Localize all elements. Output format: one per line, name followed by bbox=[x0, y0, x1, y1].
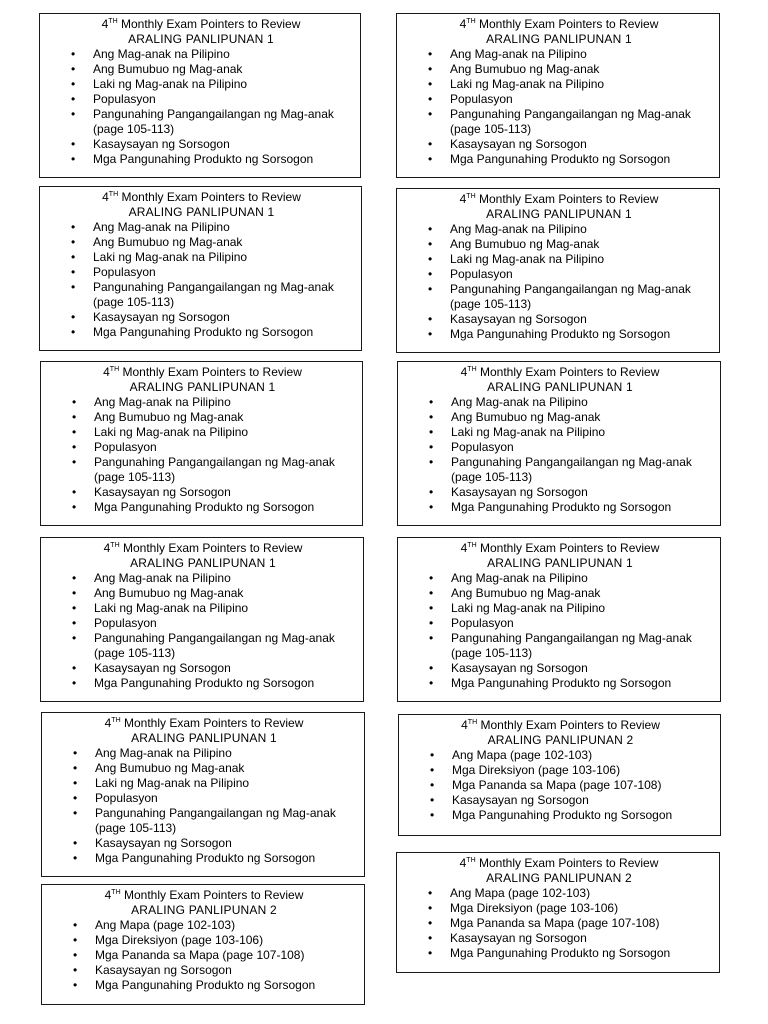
list-item: • Ang Mag-anak na Pilipino bbox=[71, 47, 230, 61]
review-card bbox=[398, 714, 721, 836]
list-item: • Ang Mapa (page 102-103) bbox=[73, 918, 236, 932]
card-title: 4TH Monthly Exam Pointers to Review bbox=[104, 888, 304, 902]
list-item: • Ang Mag-anak na Pilipino bbox=[72, 395, 231, 409]
card-title: 4TH Monthly Exam Pointers to Review bbox=[101, 17, 301, 31]
bullet-icon: • bbox=[429, 395, 434, 409]
bullet-icon: • bbox=[430, 748, 435, 762]
list-item: • Kasaysayan ng Sorsogon bbox=[428, 931, 587, 945]
bullet-icon: • bbox=[72, 500, 77, 514]
list-item: • Pangunahing Pangangailangan ng Mag-anak (page 105-113) bbox=[428, 282, 691, 311]
pointer-list bbox=[405, 886, 713, 961]
list-item: • Mga Pangunahing Produkto ng Sorsogon bbox=[72, 676, 315, 690]
list-item: • Populasyon bbox=[428, 267, 513, 281]
bullet-icon: • bbox=[72, 571, 77, 585]
card-title: 4TH Monthly Exam Pointers to Review bbox=[459, 856, 659, 870]
bullet-icon: • bbox=[71, 250, 76, 264]
card-subject: ARALING PANLIPUNAN 1 bbox=[129, 380, 276, 394]
list-item: • Pangunahing Pangangailangan ng Mag-anak (page 105-113) bbox=[429, 631, 692, 660]
bullet-icon: • bbox=[72, 601, 77, 615]
bullet-icon: • bbox=[429, 676, 434, 690]
bullet-icon: • bbox=[72, 631, 77, 645]
list-item: • Mga Pananda sa Mapa (page 107-108) bbox=[73, 948, 305, 962]
bullet-icon: • bbox=[428, 886, 433, 900]
bullet-icon: • bbox=[73, 918, 78, 932]
bullet-icon: • bbox=[428, 137, 433, 151]
bullet-icon: • bbox=[429, 440, 434, 454]
list-item: • Ang Bumubuo ng Mag-anak bbox=[429, 586, 601, 600]
card-title: 4TH Monthly Exam Pointers to Review bbox=[459, 17, 659, 31]
list-item: • Laki ng Mag-anak na Pilipino bbox=[73, 776, 250, 790]
bullet-icon: • bbox=[430, 763, 435, 777]
bullet-icon: • bbox=[71, 77, 76, 91]
list-item: • Ang Mag-anak na Pilipino bbox=[428, 222, 587, 236]
bullet-icon: • bbox=[429, 616, 434, 630]
card-title: 4TH Monthly Exam Pointers to Review bbox=[104, 716, 304, 730]
bullet-icon: • bbox=[429, 586, 434, 600]
review-card bbox=[396, 188, 720, 353]
list-item: • Mga Pananda sa Mapa (page 107-108) bbox=[428, 916, 660, 930]
bullet-icon: • bbox=[428, 62, 433, 76]
bullet-icon: • bbox=[71, 47, 76, 61]
list-item: • Laki ng Mag-anak na Pilipino bbox=[72, 425, 249, 439]
bullet-icon: • bbox=[71, 310, 76, 324]
pointer-list bbox=[50, 746, 358, 866]
list-item: • Pangunahing Pangangailangan ng Mag-anak (page 105-113) bbox=[72, 455, 335, 484]
card-subject: ARALING PANLIPUNAN 1 bbox=[487, 380, 633, 394]
list-item: • Mga Pangunahing Produkto ng Sorsogon bbox=[429, 676, 672, 690]
card-title: 4TH Monthly Exam Pointers to Review bbox=[103, 541, 303, 555]
list-item: • Mga Direksiyon (page 103-106) bbox=[428, 901, 619, 915]
bullet-icon: • bbox=[73, 776, 78, 790]
review-card bbox=[397, 537, 721, 702]
bullet-icon: • bbox=[429, 455, 434, 469]
list-item: • Populasyon bbox=[429, 616, 514, 630]
list-item: • Populasyon bbox=[428, 92, 513, 106]
card-title: 4TH Monthly Exam Pointers to Review bbox=[460, 541, 660, 555]
pointer-list bbox=[405, 47, 713, 167]
list-item: • Ang Bumubuo ng Mag-anak bbox=[428, 237, 600, 251]
bullet-icon: • bbox=[428, 252, 433, 266]
list-item: • Kasaysayan ng Sorsogon bbox=[428, 137, 587, 151]
bullet-icon: • bbox=[428, 237, 433, 251]
bullet-icon: • bbox=[430, 778, 435, 792]
list-item: • Ang Mag-anak na Pilipino bbox=[429, 395, 588, 409]
bullet-icon: • bbox=[71, 325, 76, 339]
bullet-icon: • bbox=[429, 631, 434, 645]
bullet-icon: • bbox=[428, 152, 433, 166]
bullet-icon: • bbox=[428, 931, 433, 945]
list-item: • Pangunahing Pangangailangan ng Mag-anak (page 105-113) bbox=[73, 806, 336, 835]
bullet-icon: • bbox=[428, 107, 433, 121]
bullet-icon: • bbox=[73, 791, 78, 805]
list-item: • Laki ng Mag-anak na Pilipino bbox=[71, 250, 248, 264]
pointer-list bbox=[48, 220, 355, 340]
list-item: • Pangunahing Pangangailangan ng Mag-anak (page 105-113) bbox=[71, 107, 334, 136]
list-item: • Mga Direksiyon (page 103-106) bbox=[430, 763, 621, 777]
bullet-icon: • bbox=[428, 327, 433, 341]
list-item: • Mga Pangunahing Produkto ng Sorsogon bbox=[72, 500, 315, 514]
list-item: • Populasyon bbox=[429, 440, 514, 454]
list-item: • Kasaysayan ng Sorsogon bbox=[72, 661, 231, 675]
list-item: • Laki ng Mag-anak na Pilipino bbox=[71, 77, 248, 91]
bullet-icon: • bbox=[429, 571, 434, 585]
card-subject: ARALING PANLIPUNAN 2 bbox=[486, 871, 632, 885]
bullet-icon: • bbox=[73, 746, 78, 760]
bullet-icon: • bbox=[430, 808, 435, 822]
card-subject: ARALING PANLIPUNAN 1 bbox=[128, 205, 275, 219]
review-card bbox=[40, 537, 364, 702]
list-item: • Mga Pangunahing Produkto ng Sorsogon bbox=[430, 808, 673, 822]
bullet-icon: • bbox=[71, 265, 76, 279]
bullet-icon: • bbox=[429, 425, 434, 439]
review-card bbox=[41, 884, 365, 1005]
list-item: • Mga Pangunahing Produkto ng Sorsogon bbox=[73, 851, 316, 865]
review-card bbox=[41, 712, 365, 877]
list-item: • Mga Pangunahing Produkto ng Sorsogon bbox=[428, 327, 671, 341]
bullet-icon: • bbox=[429, 500, 434, 514]
card-subject: ARALING PANLIPUNAN 1 bbox=[130, 556, 276, 570]
card-title: 4TH Monthly Exam Pointers to Review bbox=[102, 190, 301, 204]
bullet-icon: • bbox=[73, 806, 78, 820]
bullet-icon: • bbox=[428, 282, 433, 296]
list-item: • Populasyon bbox=[71, 92, 156, 106]
bullet-icon: • bbox=[73, 963, 78, 977]
list-item: • Kasaysayan ng Sorsogon bbox=[429, 485, 588, 499]
review-card bbox=[39, 13, 361, 178]
bullet-icon: • bbox=[71, 280, 76, 294]
pointer-list bbox=[49, 571, 357, 691]
bullet-icon: • bbox=[72, 676, 77, 690]
bullet-icon: • bbox=[72, 440, 77, 454]
list-item: • Pangunahing Pangangailangan ng Mag-anak (page 105-113) bbox=[71, 280, 334, 309]
bullet-icon: • bbox=[428, 267, 433, 281]
review-card bbox=[397, 361, 721, 526]
list-item: • Ang Bumubuo ng Mag-anak bbox=[429, 410, 601, 424]
card-subject: ARALING PANLIPUNAN 2 bbox=[487, 733, 634, 747]
bullet-icon: • bbox=[71, 92, 76, 106]
list-item: • Mga Pangunahing Produkto ng Sorsogon bbox=[429, 500, 672, 514]
bullet-icon: • bbox=[428, 916, 433, 930]
list-item: • Pangunahing Pangangailangan ng Mag-anak (page 105-113) bbox=[428, 107, 691, 136]
list-item: • Mga Pangunahing Produkto ng Sorsogon bbox=[428, 152, 671, 166]
list-item: • Ang Bumubuo ng Mag-anak bbox=[428, 62, 600, 76]
list-item: • Mga Pangunahing Produkto ng Sorsogon bbox=[71, 325, 314, 339]
bullet-icon: • bbox=[71, 137, 76, 151]
list-item: • Populasyon bbox=[72, 440, 157, 454]
list-item: • Laki ng Mag-anak na Pilipino bbox=[429, 425, 606, 439]
card-title: 4TH Monthly Exam Pointers to Review bbox=[460, 365, 660, 379]
card-subject: ARALING PANLIPUNAN 1 bbox=[486, 207, 632, 221]
card-title: 4TH Monthly Exam Pointers to Review bbox=[103, 365, 302, 379]
list-item: • Kasaysayan ng Sorsogon bbox=[71, 137, 230, 151]
list-item: • Ang Mag-anak na Pilipino bbox=[71, 220, 230, 234]
bullet-icon: • bbox=[73, 761, 78, 775]
list-item: • Pangunahing Pangangailangan ng Mag-anak (page 105-113) bbox=[72, 631, 335, 660]
bullet-icon: • bbox=[428, 77, 433, 91]
list-item: • Mga Pananda sa Mapa (page 107-108) bbox=[430, 778, 662, 792]
bullet-icon: • bbox=[429, 410, 434, 424]
bullet-icon: • bbox=[428, 222, 433, 236]
bullet-icon: • bbox=[72, 410, 77, 424]
list-item: • Mga Pangunahing Produkto ng Sorsogon bbox=[71, 152, 314, 166]
list-item: • Ang Mag-anak na Pilipino bbox=[428, 47, 587, 61]
card-title: 4TH Monthly Exam Pointers to Review bbox=[459, 192, 659, 206]
bullet-icon: • bbox=[72, 661, 77, 675]
list-item: • Populasyon bbox=[71, 265, 156, 279]
list-item: • Laki ng Mag-anak na Pilipino bbox=[72, 601, 249, 615]
card-subject: ARALING PANLIPUNAN 2 bbox=[131, 903, 277, 917]
list-item: • Ang Mag-anak na Pilipino bbox=[72, 571, 231, 585]
bullet-icon: • bbox=[430, 793, 435, 807]
bullet-icon: • bbox=[429, 601, 434, 615]
list-item: • Kasaysayan ng Sorsogon bbox=[429, 661, 588, 675]
list-item: • Pangunahing Pangangailangan ng Mag-anak (page 105-113) bbox=[429, 455, 692, 484]
list-item: • Ang Mag-anak na Pilipino bbox=[429, 571, 588, 585]
list-item: • Kasaysayan ng Sorsogon bbox=[73, 963, 232, 977]
list-item: • Laki ng Mag-anak na Pilipino bbox=[428, 252, 605, 266]
list-item: • Populasyon bbox=[72, 616, 157, 630]
bullet-icon: • bbox=[428, 92, 433, 106]
bullet-icon: • bbox=[429, 485, 434, 499]
bullet-icon: • bbox=[428, 47, 433, 61]
bullet-icon: • bbox=[71, 152, 76, 166]
bullet-icon: • bbox=[71, 220, 76, 234]
list-item: • Ang Bumubuo ng Mag-anak bbox=[73, 761, 245, 775]
card-title: 4TH Monthly Exam Pointers to Review bbox=[461, 718, 660, 732]
bullet-icon: • bbox=[72, 616, 77, 630]
bullet-icon: • bbox=[73, 933, 78, 947]
bullet-icon: • bbox=[428, 901, 433, 915]
bullet-icon: • bbox=[72, 485, 77, 499]
bullet-icon: • bbox=[71, 107, 76, 121]
list-item: • Mga Direksiyon (page 103-106) bbox=[73, 933, 264, 947]
bullet-icon: • bbox=[72, 455, 77, 469]
bullet-icon: • bbox=[72, 425, 77, 439]
list-item: • Ang Mag-anak na Pilipino bbox=[73, 746, 232, 760]
pointer-list bbox=[407, 748, 714, 823]
review-card bbox=[39, 186, 362, 351]
bullet-icon: • bbox=[71, 235, 76, 249]
bullet-icon: • bbox=[73, 851, 78, 865]
bullet-icon: • bbox=[73, 978, 78, 992]
list-item: • Kasaysayan ng Sorsogon bbox=[71, 310, 230, 324]
review-card bbox=[396, 13, 720, 178]
bullet-icon: • bbox=[428, 312, 433, 326]
review-card bbox=[40, 361, 363, 526]
pointer-list bbox=[50, 918, 358, 993]
list-item: • Ang Mapa (page 102-103) bbox=[430, 748, 593, 762]
list-item: • Kasaysayan ng Sorsogon bbox=[428, 312, 587, 326]
bullet-icon: • bbox=[73, 948, 78, 962]
card-subject: ARALING PANLIPUNAN 1 bbox=[128, 32, 274, 46]
list-item: • Laki ng Mag-anak na Pilipino bbox=[428, 77, 605, 91]
pointer-list bbox=[406, 395, 714, 515]
bullet-icon: • bbox=[72, 395, 77, 409]
pointer-list bbox=[406, 571, 714, 691]
list-item: • Ang Bumubuo ng Mag-anak bbox=[71, 235, 243, 249]
list-item: • Populasyon bbox=[73, 791, 158, 805]
list-item: • Ang Bumubuo ng Mag-anak bbox=[72, 410, 244, 424]
bullet-icon: • bbox=[73, 836, 78, 850]
list-item: • Kasaysayan ng Sorsogon bbox=[73, 836, 232, 850]
card-subject: ARALING PANLIPUNAN 1 bbox=[486, 32, 632, 46]
card-subject: ARALING PANLIPUNAN 1 bbox=[487, 556, 633, 570]
review-card bbox=[396, 852, 720, 973]
list-item: • Mga Pangunahing Produkto ng Sorsogon bbox=[428, 946, 671, 960]
list-item: • Ang Bumubuo ng Mag-anak bbox=[72, 586, 244, 600]
pointer-list bbox=[49, 395, 356, 515]
list-item: • Kasaysayan ng Sorsogon bbox=[430, 793, 589, 807]
list-item: • Kasaysayan ng Sorsogon bbox=[72, 485, 231, 499]
bullet-icon: • bbox=[71, 62, 76, 76]
bullet-icon: • bbox=[428, 946, 433, 960]
list-item: • Mga Pangunahing Produkto ng Sorsogon bbox=[73, 978, 316, 992]
list-item: • Ang Mapa (page 102-103) bbox=[428, 886, 591, 900]
pointer-list bbox=[48, 47, 354, 167]
bullet-icon: • bbox=[429, 661, 434, 675]
list-item: • Laki ng Mag-anak na Pilipino bbox=[429, 601, 606, 615]
list-item: • Ang Bumubuo ng Mag-anak bbox=[71, 62, 243, 76]
bullet-icon: • bbox=[72, 586, 77, 600]
card-subject: ARALING PANLIPUNAN 1 bbox=[131, 731, 277, 745]
pointer-list bbox=[405, 222, 713, 342]
